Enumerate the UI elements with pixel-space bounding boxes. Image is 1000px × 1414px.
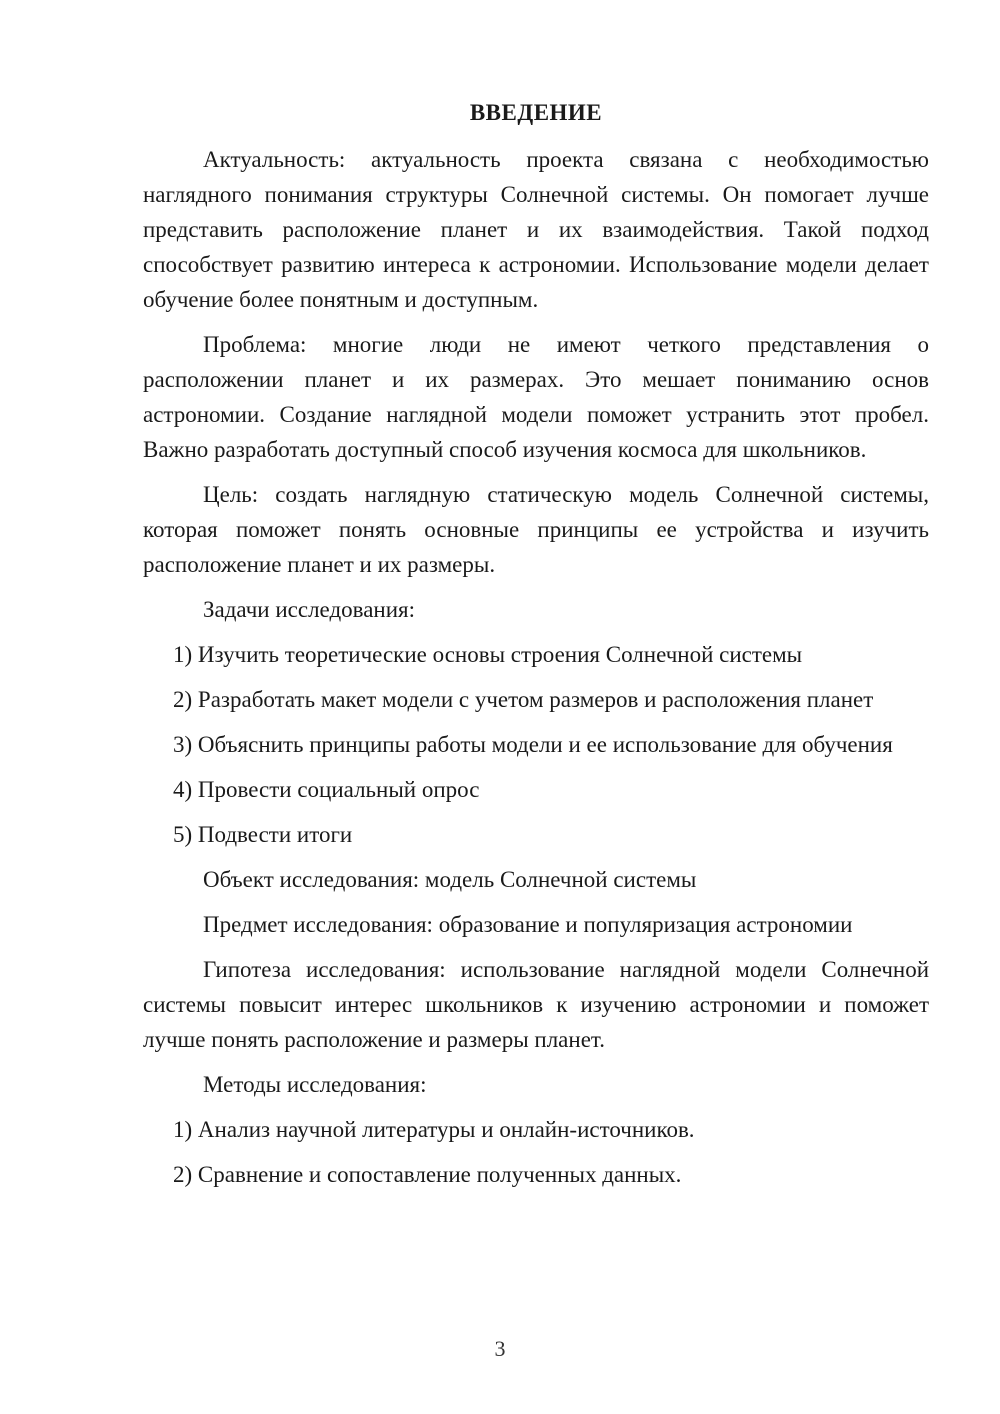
paragraph-tasks-heading: Задачи исследования: [203,597,416,622]
paragraph-methods-heading: Методы исследования: [203,1072,427,1097]
paragraph-subject: Предмет исследования: образование и популяризация астрономии [203,912,853,937]
paragraph-problem: Проблема: многие люди не имеют четкого представления о расположении планет и их размерах. Это мешает пониманию основ астрономии. Создание наглядной модели поможет устранить этот пробел. Важно разработать доступный способ изучения космоса для школьников. [143,332,929,462]
page-title: ВВЕДЕНИЕ [469,100,603,125]
list-item-task-1: 1) Изучить теоретические основы строения Солнечной системы [173,642,803,667]
paragraph-goal: Цель: создать наглядную статическую модель Солнечной системы, которая поможет понять основные принципы ее устройства и изучить расположение планет и их размеры. [143,482,929,577]
paragraph-object: Объект исследования: модель Солнечной системы [203,867,697,892]
list-item-task-3: 3) Объяснить принципы работы модели и ее использование для обучения [173,732,893,757]
list-item-task-2: 2) Разработать макет модели с учетом размеров и расположения планет [173,687,874,712]
list-item-method-1: 1) Анализ научной литературы и онлайн-источников. [173,1117,695,1142]
list-item-task-5: 5) Подвести итоги [173,822,353,847]
paragraph-hypothesis: Гипотеза исследования: использование наглядной модели Солнечной системы повысит интерес школьников к изучению астрономии и поможет лучше понять расположение и размеры планет. [143,957,929,1052]
list-item-method-2: 2) Сравнение и сопоставление полученных данных. [173,1162,682,1187]
paragraph-relevance: Актуальность: актуальность проекта связана с необходимостью наглядного понимания структуры Солнечной системы. Он помогает лучше представить расположение планет и их взаимодействия. Такой подход способствует развитию интереса к астрономии. Использование модели делает обучение более понятным и доступным. [143,147,929,312]
list-item-task-4: 4) Провести социальный опрос [173,777,480,802]
page-number: 3 [494,1336,506,1361]
